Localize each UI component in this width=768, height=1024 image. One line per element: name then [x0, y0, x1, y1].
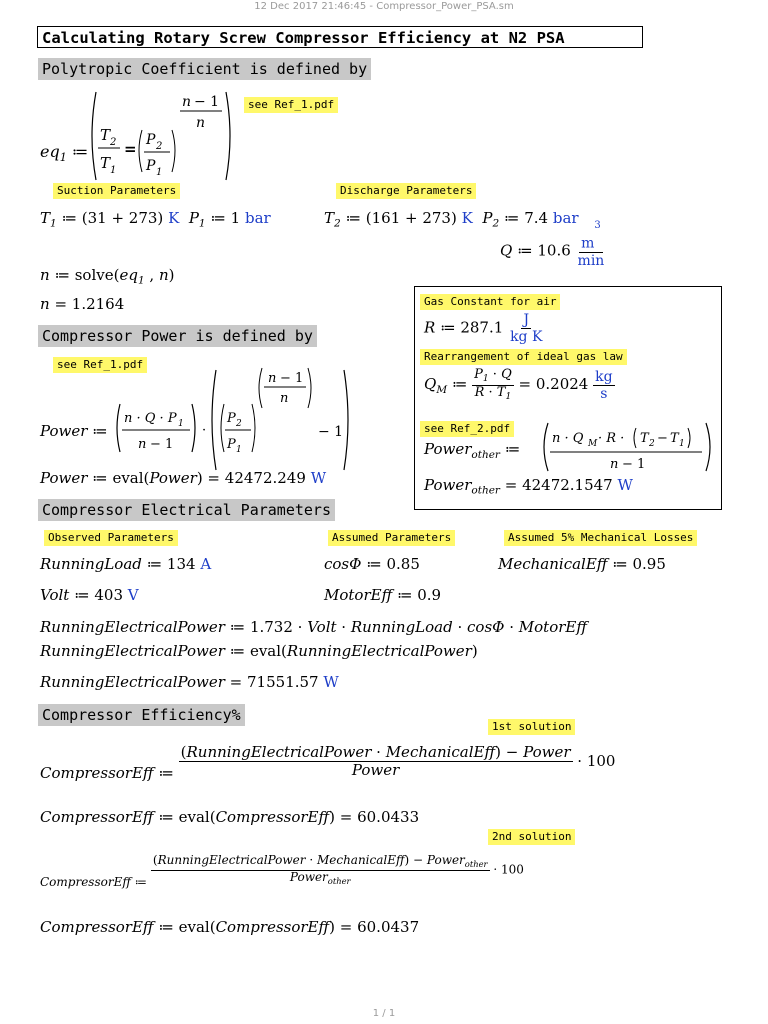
eq-QM: $Q_M$ ≔ $\frac{P_1 \cdot Q}{R \cdot T_1}$ = 0.2024 $\frac{kg}{s}$	[424, 367, 613, 402]
svg-text:n: n	[138, 437, 147, 452]
page-header: 12 Dec 2017 21:46:45 - Compressor_Power_PSA.sm	[254, 1, 514, 12]
power-other-expression	[540, 420, 716, 474]
eq-eff1-result: CompressorEff ≔ eval(CompressorEff) = 60.0433	[40, 808, 420, 826]
note-ref1-b: see Ref_1.pdf	[53, 357, 147, 373]
note-observed: Observed Parameters	[44, 530, 178, 546]
svg-text:· R ·: · R ·	[598, 431, 625, 446]
note-second-solution: 2nd solution	[488, 829, 575, 845]
power-label: Power ≔	[40, 422, 108, 440]
eq-power-eval: Power ≔ eval(Power) = 42472.249 W	[40, 469, 327, 487]
svg-text:n: n	[196, 115, 206, 131]
eq-rep-def: RunningElectricalPower ≔ 1.732 · Volt · RunningLoad · cosΦ · MotorEff	[40, 618, 587, 636]
note-assumed: Assumed Parameters	[328, 530, 455, 546]
eq-Q: Q ≔ 10.6 $\frac{m^3}{\min}$	[500, 220, 605, 269]
page-footer: 1 / 1	[372, 1008, 396, 1019]
svg-text:− 1: − 1	[150, 437, 174, 452]
note-suction: Suction Parameters	[53, 183, 180, 199]
svg-text:1: 1	[110, 165, 117, 176]
eq1-label: $eq_1$ ≔	[40, 142, 89, 164]
svg-text:n: n	[182, 94, 192, 110]
svg-text:T: T	[100, 126, 111, 144]
eq-rep-result: RunningElectricalPower = 71551.57 W	[40, 673, 339, 691]
svg-text:1: 1	[236, 445, 242, 455]
svg-text:=: =	[124, 140, 137, 158]
eq-T1: $T_1$ ≔ (31 + 273) K $P_1$ ≔ 1 bar	[40, 209, 271, 230]
section-electrical: Compressor Electrical Parameters	[38, 499, 335, 521]
eq-motor-eff: MotorEff ≔ 0.9	[324, 586, 442, 604]
svg-text:n: n	[610, 457, 619, 472]
note-ref1-a: see Ref_1.pdf	[244, 97, 338, 113]
svg-text:2: 2	[236, 419, 242, 429]
eq-volt: Volt ≔ 403 V	[40, 586, 139, 604]
svg-text:P: P	[227, 437, 236, 452]
eq1-expression	[86, 88, 236, 184]
section-polytropic: Polytropic Coefficient is defined by	[38, 58, 371, 80]
eq-T2: $T_2$ ≔ (161 + 273) K $P_2$ ≔ 7.4 bar	[324, 209, 579, 230]
svg-text:P: P	[146, 132, 156, 148]
eq-running-load: RunningLoad ≔ 134 A	[40, 555, 212, 573]
svg-text:n: n	[280, 391, 289, 406]
note-discharge: Discharge Parameters	[336, 183, 476, 199]
eq-n-solve: n ≔ $solve(eq_1$ , n)	[40, 266, 175, 287]
eq-eff2-result: CompressorEff ≔ eval(CompressorEff) = 60.0437	[40, 918, 420, 936]
svg-text:M: M	[588, 439, 598, 449]
svg-text:− 1: − 1	[280, 371, 304, 386]
eq-cos-phi: cosΦ ≔ 0.85	[324, 555, 420, 573]
svg-text:2: 2	[110, 137, 117, 148]
eq-mech-eff: MechanicalEff ≔ 0.95	[498, 555, 666, 573]
document-title: Calculating Rotary Screw Compressor Efficiency at N2 PSA	[37, 26, 643, 48]
svg-text:1: 1	[178, 419, 184, 429]
svg-text:1: 1	[679, 439, 685, 449]
svg-text:n · Q · P: n · Q · P	[124, 411, 177, 426]
eq-power-other: Power$_{other}$ ≔	[424, 440, 521, 461]
section-power: Compressor Power is defined by	[38, 325, 317, 347]
svg-text:− 1: − 1	[622, 457, 646, 472]
eq-n-result: n = 1.2164	[40, 295, 125, 313]
eq-eff2-def: CompressorEff ≔ $\frac{(RunningElectricalPower \cdot MechanicalEff) - Power_{other}}{Power_{other}}$ · 100	[40, 853, 524, 889]
note-first-solution: 1st solution	[488, 719, 575, 735]
svg-text:P: P	[227, 411, 236, 426]
svg-text:T: T	[640, 431, 649, 446]
svg-text:P: P	[146, 158, 156, 174]
eq-rep-eval: RunningElectricalPower ≔ eval(RunningElectricalPower)	[40, 642, 478, 660]
note-ref2: see Ref_2.pdf	[420, 421, 514, 437]
svg-text:2: 2	[649, 439, 655, 449]
svg-text:1: 1	[156, 167, 163, 178]
svg-text:2: 2	[156, 141, 163, 152]
eq-R: R ≔ 287.1 $\frac{J}{\text{kg K}}$	[424, 312, 543, 346]
svg-text:·: ·	[202, 423, 207, 438]
eq-power-other-result: Power$_{other}$ = 42472.1547 W	[424, 476, 633, 497]
note-gas-constant: Gas Constant for air	[420, 294, 560, 310]
note-rearrangement: Rearrangement of ideal gas law	[420, 349, 627, 365]
note-assumed-losses: Assumed 5% Mechanical Losses	[504, 530, 697, 546]
power-expression	[112, 366, 356, 474]
eq-eff1-def: CompressorEff ≔ $\frac{\text{(RunningElectricalPower · MechanicalEff) − Power}}{\text{Power}}$ · 100	[40, 743, 616, 782]
svg-text:n · Q: n · Q	[552, 431, 584, 446]
svg-text:T: T	[100, 154, 111, 172]
svg-text:− 1: − 1	[318, 424, 344, 440]
svg-text:− 1: − 1	[194, 94, 220, 110]
svg-text:T: T	[670, 431, 679, 446]
svg-text:−: −	[657, 431, 668, 446]
svg-text:n: n	[268, 371, 277, 386]
section-efficiency: Compressor Efficiency%	[38, 704, 245, 726]
